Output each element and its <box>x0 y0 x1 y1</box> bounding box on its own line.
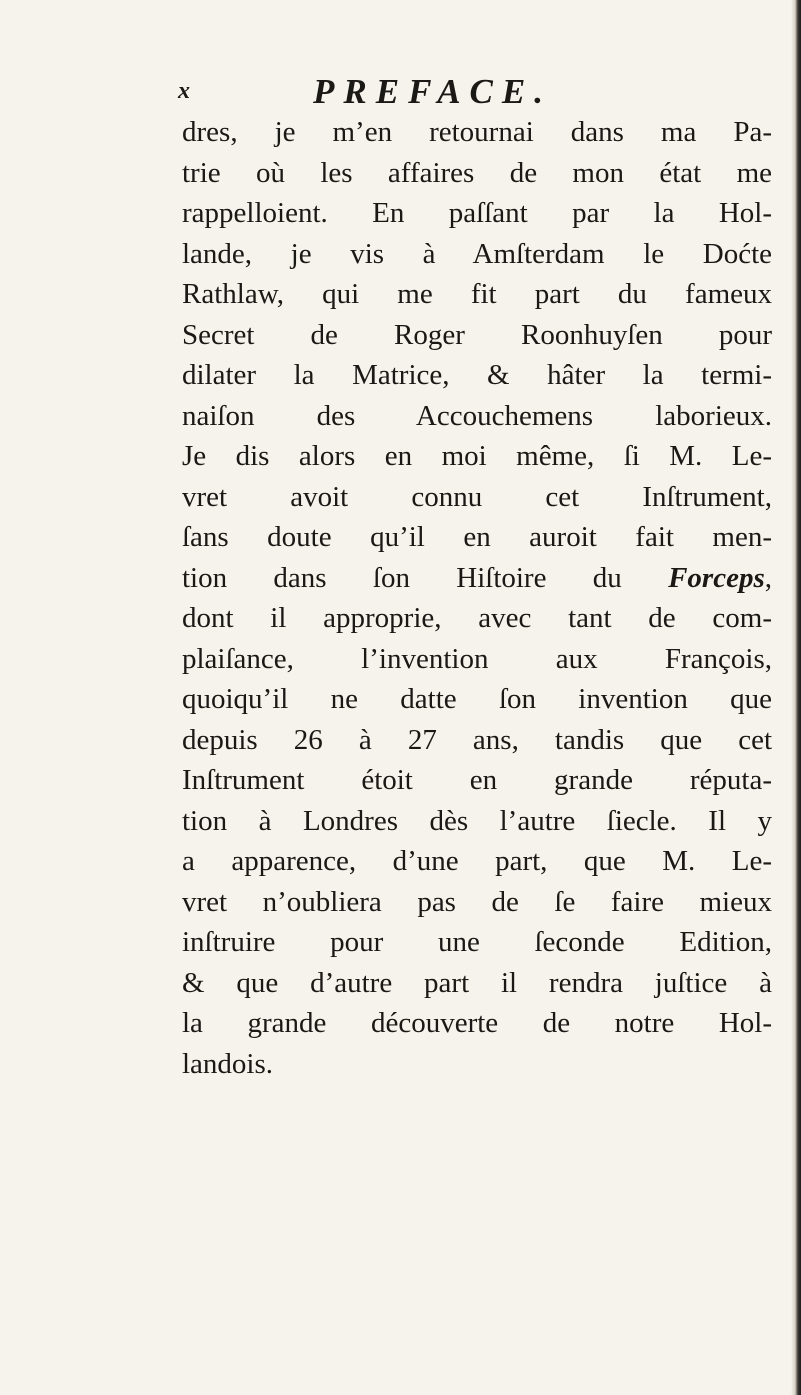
text-line: Rathlaw, qui me fit part du fameux <box>182 278 772 310</box>
text-line: Je dis alors en moi même, ſi M. Le- <box>182 440 772 472</box>
running-head: PREFACE. <box>313 72 552 111</box>
text-line: quoiqu’il ne datte ſon invention que <box>182 683 772 715</box>
text-line: dilater la Matrice, & hâter la termi- <box>182 359 772 391</box>
text-line: dres, je m’en retournai dans ma Pa- <box>182 116 772 148</box>
text-line: ſans doute qu’il en auroit fait men- <box>182 521 772 553</box>
text-line: & que d’autre part il rendra juſtice à <box>182 966 772 999</box>
text-segment: tion dans ſon Hiſtoire du <box>182 561 669 594</box>
text-line: la grande découverte de notre Hol- <box>182 1007 772 1039</box>
text-line: landois. <box>182 1047 274 1080</box>
text-line <box>182 558 772 599</box>
page-edge <box>791 0 801 1395</box>
text-line: inſtruire pour une ſeconde Edition, <box>182 926 772 958</box>
text-line: dont il approprie, avec tant de com- <box>182 602 772 634</box>
body-text <box>182 112 772 1084</box>
text-line: lande, je vis à Amſterdam le Doćte <box>182 237 772 270</box>
text-line: rappelloient. En paſſant par la Hol- <box>182 197 772 229</box>
page-header <box>178 72 698 110</box>
text-line: vret n’oubliera pas de ſe faire mieux <box>182 885 772 918</box>
italic-term: Forceps <box>668 561 765 594</box>
text-line: Inſtrument étoit en grande réputa- <box>182 764 772 796</box>
page-number: x <box>178 78 190 104</box>
text-line: plaiſance, l’invention aux François, <box>182 642 772 675</box>
text-line: Secret de Roger Roonhuyſen pour <box>182 318 772 351</box>
text-line: depuis 26 à 27 ans, tandis que cet <box>182 723 772 756</box>
text-line: trie où les affaires de mon état me <box>182 156 772 189</box>
text-line: tion à Londres dès l’autre ſiecle. Il y <box>182 804 772 837</box>
text-line: a apparence, d’une part, que M. Le- <box>182 845 772 877</box>
text-line: vret avoit connu cet Inſtrument, <box>182 480 772 513</box>
text-segment: , <box>764 561 772 594</box>
text-line: naiſon des Accouchemens laborieux. <box>182 399 772 432</box>
